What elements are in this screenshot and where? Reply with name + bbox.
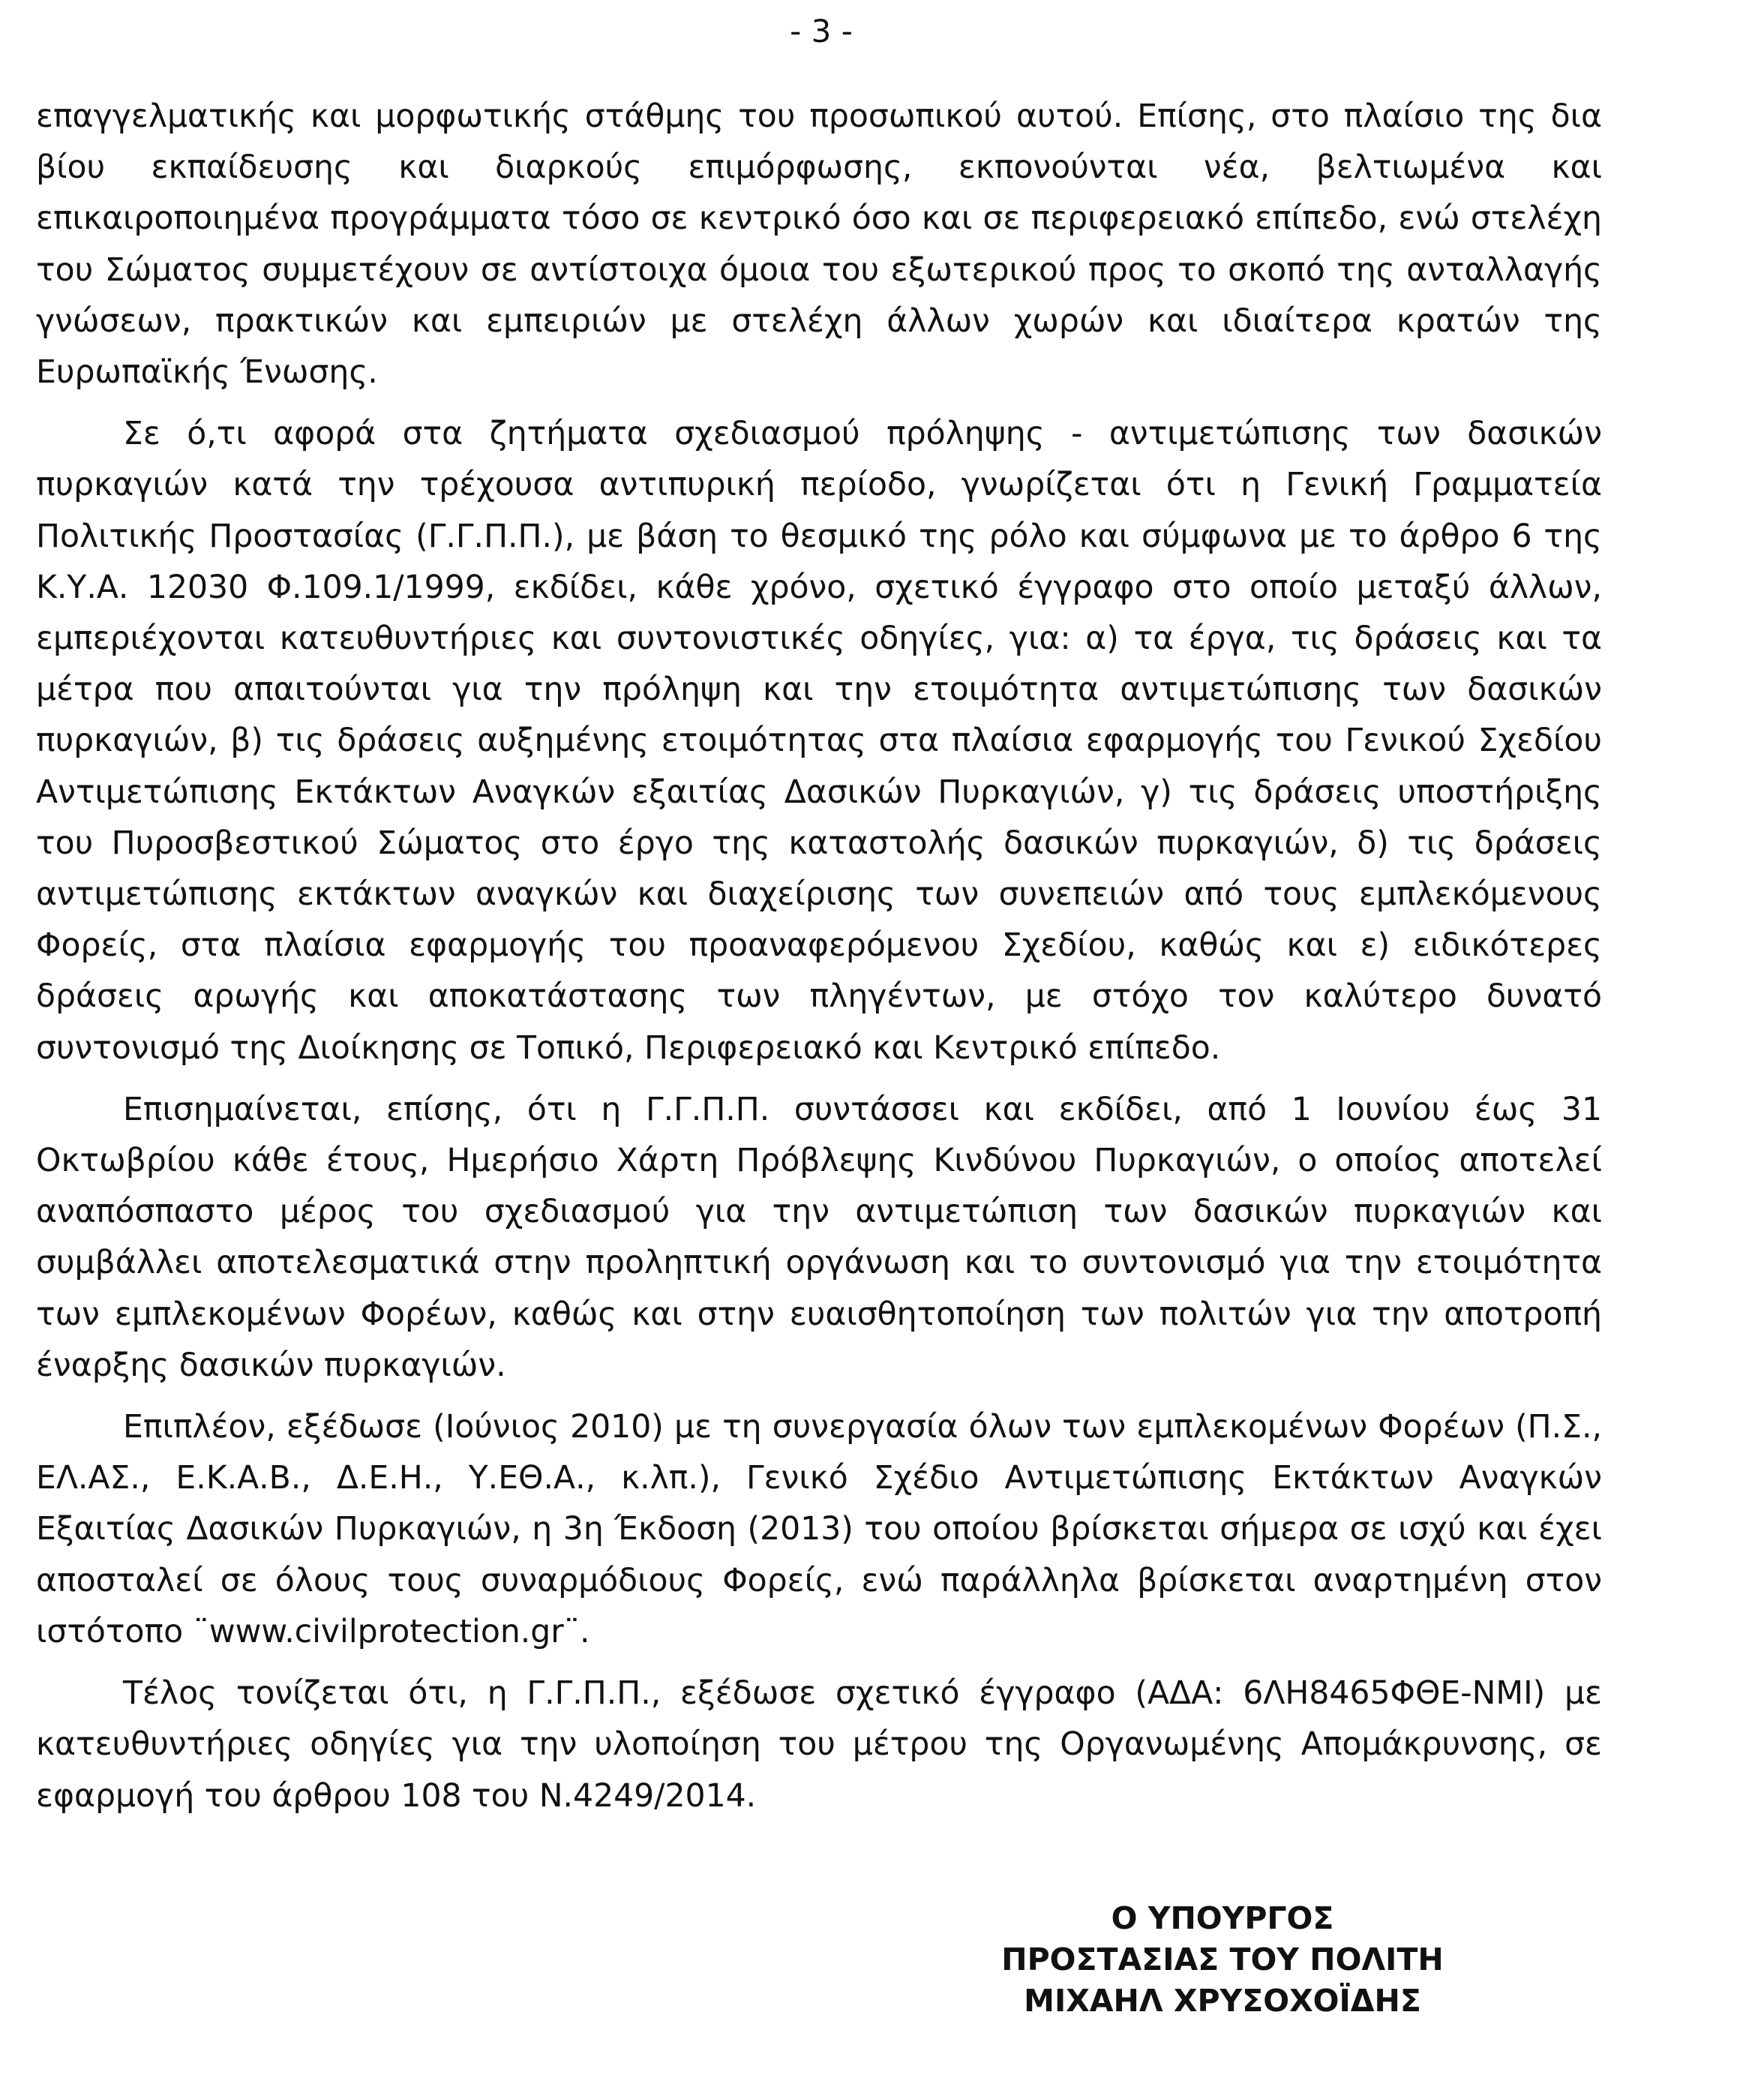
signature-ministry: ΠΡΟΣΤΑΣΙΑΣ ΤΟΥ ΠΟΛΙΤΗ xyxy=(1001,1941,1444,1977)
signature-block xyxy=(930,1898,1515,2022)
page-number: - 3 - xyxy=(790,13,853,50)
paragraph-general-plan: Επιπλέον, εξέδωσε (Ιούνιος 2010) με τη συνεργασία όλων των εμπλεκομένων Φορέων (Π.Σ., ΕΛ.ΑΣ., Ε.Κ.Α.Β., Δ.Ε.Η., Υ.ΕΘ.Α., κ.λπ.), Γενικό Σχέδιο Αντιμετώπισης Εκτάκτων Αναγκών Εξαιτίας Δασικών Πυρκαγιών, η 3η Έκδοση (2013) του οποίου βρίσκεται σήμερα σε ισχύ και έχει αποσταλεί σε όλους τους συναρμόδιους Φορείς, ενώ παράλληλα βρίσκεται αναρτημένη στον ιστότοπο ¨www.civilprotection.gr¨. xyxy=(36,1409,1602,1650)
paragraph-risk-map: Επισημαίνεται, επίσης, ότι η Γ.Γ.Π.Π. συντάσσει και εκδίδει, από 1 Ιουνίου έως 31 Οκτωβρίου κάθε έτους, Ημερήσιο Χάρτη Πρόβλεψης Κινδύνου Πυρκαγιών, ο οποίος αποτελεί αναπόσπαστο μέρος του σχεδιασμού για την αντιμετώπιση των δασικών πυρκαγιών και συμβάλλει αποτελεσματικά στην προληπτική οργάνωση και το συντονισμό για την ετοιμότητα των εμπλεκομένων Φορέων, καθώς και στην ευαισθητοποίηση των πολιτών για την αποτροπή έναρξης δασικών πυρκαγιών. xyxy=(36,1091,1602,1384)
signature-name: ΜΙΧΑΗΛ ΧΡΥΣΟΧΟΪΔΗΣ xyxy=(1024,1983,1421,2019)
paragraph-evacuation: Τέλος τονίζεται ότι, η Γ.Γ.Π.Π., εξέδωσε σχετικό έγγραφο (ΑΔΑ: 6ΛΗ8465ΦΘΕ-ΝΜΙ) με κατευθυντήριες οδηγίες για την υλοποίηση του μέτρου της Οργανωμένης Απομάκρυνσης, σε εφαρμογή του άρθρου 108 του Ν.4249/2014. xyxy=(36,1675,1602,1815)
signature-title: Ο ΥΠΟΥΡΓΟΣ xyxy=(1111,1900,1334,1936)
paragraph-continuation: επαγγελματικής και μορφωτικής στάθμης του προσωπικού αυτού. Επίσης, στο πλαίσιο της δια βίου εκπαίδευσης και διαρκούς επιμόρφωσης, εκπονούνται νέα, βελτιωμένα και επικαιροποιημένα προγράμματα τόσο σε κεντρικό όσο και σε περιφερειακό επίπεδο, ενώ στελέχη του Σώματος συμμετέχουν σε αντίστοιχα όμοια του εξωτερικού προς το σκοπό της ανταλλαγής γνώσεων, πρακτικών και εμπειριών με στελέχη άλλων χωρών και ιδιαίτερα κρατών της Ευρωπαϊκής Ένωσης. xyxy=(36,98,1602,392)
document-body xyxy=(36,92,1602,1833)
paragraph-fire-planning: Σε ό,τι αφορά στα ζητήματα σχεδιασμού πρόληψης - αντιμετώπισης των δασικών πυρκαγιών κατά την τρέχουσα αντιπυρική περίοδο, γνωρίζεται ότι η Γενική Γραμματεία Πολιτικής Προστασίας (Γ.Γ.Π.Π.), με βάση το θεσμικό της ρόλο και σύμφωνα με το άρθρο 6 της Κ.Υ.Α. 12030 Φ.109.1/1999, εκδίδει, κάθε χρόνο, σχετικό έγγραφο στο οποίο μεταξύ άλλων, εμπεριέχονται κατευθυντήριες και συντονιστικές οδηγίες, για: α) τα έργα, τις δράσεις και τα μέτρα που απαιτούνται για την πρόληψη και την ετοιμότητα αντιμετώπισης των δασικών πυρκαγιών, β) τις δράσεις αυξημένης ετοιμότητας στα πλαίσια εφαρμογής του Γενικού Σχεδίου Αντιμετώπισης Εκτάκτων Αναγκών εξαιτίας Δασικών Πυρκαγιών, γ) τις δράσεις υποστήριξης του Πυροσβεστικού Σώματος στο έργο της καταστολής δασικών πυρκαγιών, δ) τις δράσεις αντιμετώπισης εκτάκτων αναγκών και διαχείρισης των συνεπειών από τους εμπλεκόμενους Φορείς, στα πλαίσια εφαρμογής του προαναφερόμενου Σχεδίου, καθώς και ε) ειδικότερες δράσεις αρωγής και αποκατάστασης των πληγέντων, με στόχο τον καλύτερο δυνατό συντονισμό της Διοίκησης σε Τοπικό, Περιφερειακό και Κεντρικό επίπεδο. xyxy=(36,416,1602,1067)
